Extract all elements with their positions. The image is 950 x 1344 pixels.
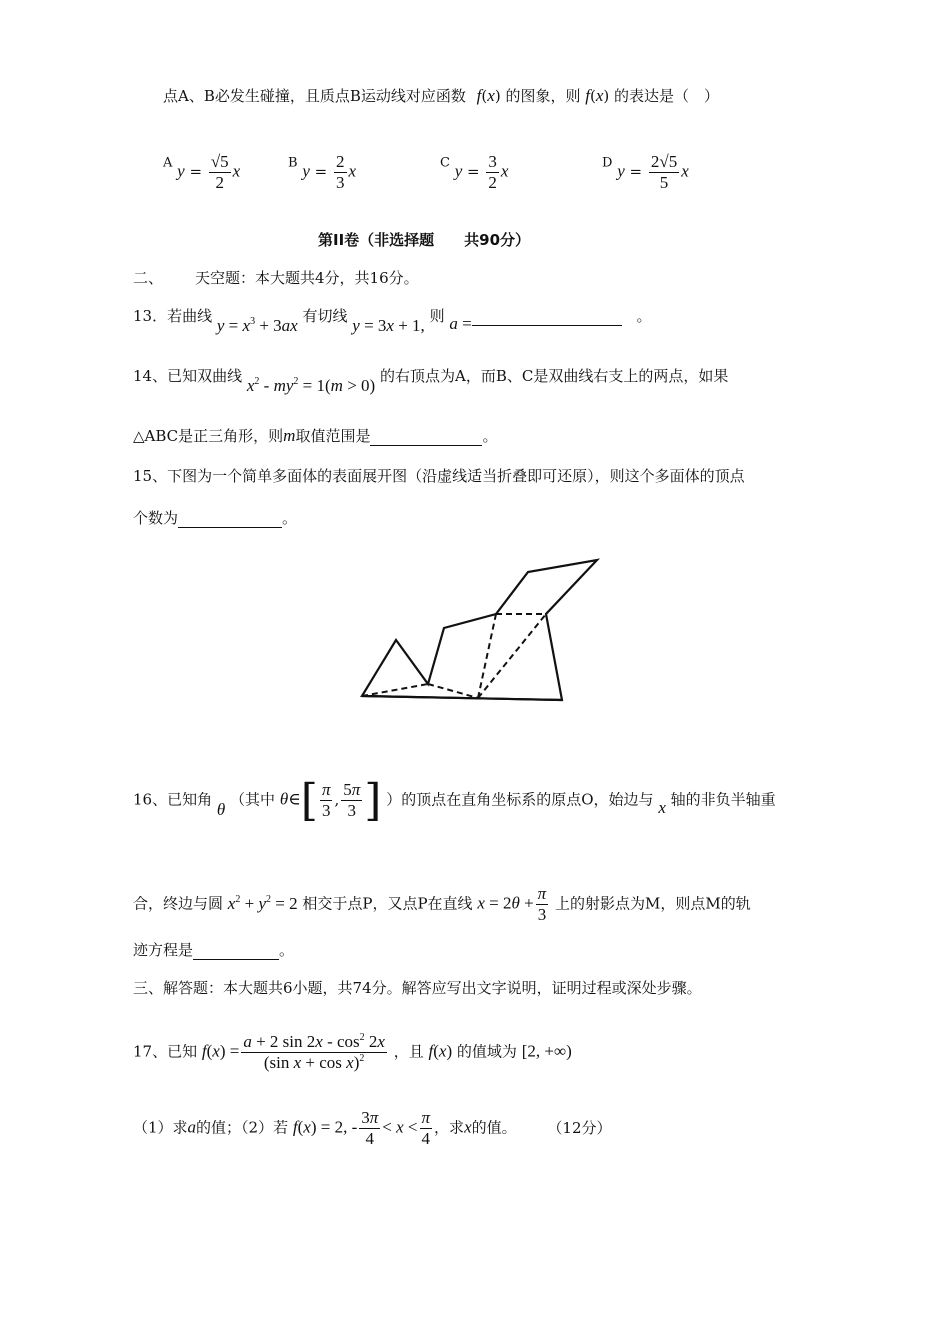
polyhedron-net-figure [340, 548, 620, 728]
question-16-line1: 16、已知角 θ （其中 θ∈[ $\frac{\pi}{3}$ , $\frac{5\pi}{3}$ ] ）的顶点在直角坐标系的原点O，始边与 x 轴的非负半轴重 [133, 774, 776, 826]
fold-line [478, 614, 546, 698]
section-heading: 二、 天空题：本大题共4分，共16分。 [133, 269, 419, 287]
fold-line [428, 684, 478, 698]
question-17-subparts: （1）求a的值；（2）若 f(x) = 2, - $\frac{3\pi}{4}$ < x < $\frac{\pi}{4}$ ，求x的值。 （12分） [133, 1108, 612, 1148]
answer-blank-15[interactable] [178, 511, 282, 528]
q12-stem: 点A、B必发生碰撞，且质点B运动线对应函数 f(x) 的图象，则 f(x) 的表达是（ ） [163, 86, 720, 105]
section-title: 第II卷（非选择题 共90分） [318, 231, 531, 249]
answer-blank-16[interactable] [193, 943, 279, 960]
answer-blank-13[interactable] [472, 309, 622, 326]
question-14-line2: △ABC是正三角形，则m取值范围是 。 [133, 426, 498, 445]
answer-blank-14[interactable] [370, 429, 482, 446]
section-3-heading: 三、解答题：本大题共6小题，共74分。解答应写出文字说明，证明过程或深处步骤。 [133, 979, 702, 997]
fold-line [362, 684, 428, 696]
question-16-line2: 合，终边与圆 $x^2 + y^2 = 2$ 相交于点P，又点P在直线 x = 2θ + $\frac{\pi}{3}$ 上的射影点为M，则点M的轨 [133, 884, 751, 924]
question-13: 13．若曲线 $y = x^3 + 3ax$ 有切线 y = 3x + 1, 则 a = 。 [133, 307, 652, 335]
net-outline [362, 560, 597, 700]
q12-option-a: A y = $\frac{√5}{2}$ x [163, 152, 241, 192]
q12-option-d: D y = $\frac{2√5}{5}$ x [602, 152, 689, 192]
question-15-line2: 个数为 。 [133, 509, 298, 527]
q12-option-b: B y = $\frac{2}{3}$ x [288, 152, 357, 192]
question-15-line1: 15、下图为一个简单多面体的表面展开图（沿虚线适当折叠即可还原），则这个多面体的顶点 [133, 467, 745, 485]
q12-option-c: C y = $\frac{3}{2}$ x [440, 152, 509, 192]
question-17: 17、已知 f(x) = $\frac{a + 2 \sin 2x - \cos^2 2x}{(\sin x + \cos x)^2}$ ，且 f(x) 的值域为 [2, +∞) [133, 1032, 572, 1072]
question-14-line1: 14、已知双曲线 $x^2 - my^2 = 1(m > 0)$ 的右顶点为A，而B、C是双曲线右支上的两点，如果 [133, 367, 729, 395]
question-16-line3: 迹方程是 。 [133, 941, 295, 959]
